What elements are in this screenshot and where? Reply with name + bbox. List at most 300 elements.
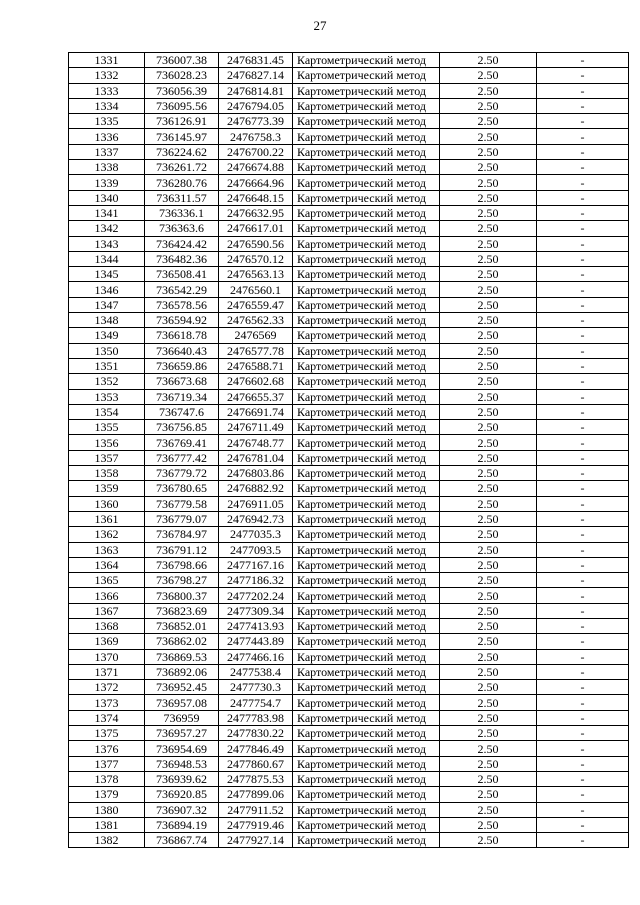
accuracy-cell: 2.50 [440,833,537,848]
point-number-cell: 1341 [69,205,145,220]
x-coordinate-cell: 736145.97 [145,129,219,144]
y-coordinate-cell: 2477413.93 [219,618,293,633]
point-number-cell: 1331 [69,53,145,68]
method-cell: Картометрический метод [293,726,440,741]
accuracy-cell: 2.50 [440,160,537,175]
x-coordinate-cell: 736798.66 [145,557,219,572]
x-coordinate-cell: 736780.65 [145,481,219,496]
x-coordinate-cell: 736779.07 [145,511,219,526]
table-row [69,205,629,220]
x-coordinate-cell: 736594.92 [145,313,219,328]
method-cell: Картометрический метод [293,404,440,419]
x-coordinate-cell: 736311.57 [145,190,219,205]
x-coordinate-cell: 736954.69 [145,741,219,756]
x-coordinate-cell: 736769.41 [145,435,219,450]
description-cell: - [537,420,629,435]
description-cell: - [537,771,629,786]
description-cell: - [537,68,629,83]
accuracy-cell: 2.50 [440,53,537,68]
method-cell: Картометрический метод [293,695,440,710]
point-number-cell: 1359 [69,481,145,496]
y-coordinate-cell: 2476570.12 [219,251,293,266]
point-number-cell: 1365 [69,573,145,588]
point-number-cell: 1343 [69,236,145,251]
x-coordinate-cell: 736719.34 [145,389,219,404]
y-coordinate-cell: 2477911.52 [219,802,293,817]
x-coordinate-cell: 736056.39 [145,83,219,98]
method-cell: Картометрический метод [293,573,440,588]
point-number-cell: 1381 [69,817,145,832]
table-row [69,144,629,159]
description-cell: - [537,787,629,802]
y-coordinate-cell: 2477093.5 [219,542,293,557]
x-coordinate-cell: 736424.42 [145,236,219,251]
table-row [69,374,629,389]
y-coordinate-cell: 2476559.47 [219,297,293,312]
x-coordinate-cell: 736363.6 [145,221,219,236]
point-number-cell: 1378 [69,771,145,786]
x-coordinate-cell: 736823.69 [145,603,219,618]
method-cell: Картометрический метод [293,358,440,373]
point-number-cell: 1382 [69,833,145,848]
description-cell: - [537,542,629,557]
description-cell: - [537,466,629,481]
method-cell: Картометрический метод [293,251,440,266]
method-cell: Картометрический метод [293,771,440,786]
y-coordinate-cell: 2476711.49 [219,420,293,435]
y-coordinate-cell: 2477783.98 [219,710,293,725]
description-cell: - [537,160,629,175]
y-coordinate-cell: 2476664.96 [219,175,293,190]
description-cell: - [537,53,629,68]
method-cell: Картометрический метод [293,817,440,832]
accuracy-cell: 2.50 [440,144,537,159]
accuracy-cell: 2.50 [440,787,537,802]
table-row [69,68,629,83]
point-number-cell: 1361 [69,511,145,526]
table-row [69,833,629,848]
method-cell: Картометрический метод [293,374,440,389]
description-cell: - [537,802,629,817]
method-cell: Картометрический метод [293,420,440,435]
accuracy-cell: 2.50 [440,466,537,481]
x-coordinate-cell: 736784.97 [145,527,219,542]
description-cell: - [537,756,629,771]
table-row [69,771,629,786]
x-coordinate-cell: 736952.45 [145,680,219,695]
description-cell: - [537,527,629,542]
y-coordinate-cell: 2476691.74 [219,404,293,419]
description-cell: - [537,726,629,741]
description-cell: - [537,817,629,832]
y-coordinate-cell: 2476773.39 [219,114,293,129]
y-coordinate-cell: 2476827.14 [219,68,293,83]
method-cell: Картометрический метод [293,527,440,542]
point-number-cell: 1364 [69,557,145,572]
accuracy-cell: 2.50 [440,496,537,511]
description-cell: - [537,450,629,465]
method-cell: Картометрический метод [293,435,440,450]
description-cell: - [537,374,629,389]
y-coordinate-cell: 2476562.33 [219,313,293,328]
y-coordinate-cell: 2477443.89 [219,634,293,649]
point-number-cell: 1352 [69,374,145,389]
description-cell: - [537,404,629,419]
x-coordinate-cell: 736095.56 [145,98,219,113]
point-number-cell: 1380 [69,802,145,817]
table-row [69,680,629,695]
point-number-cell: 1367 [69,603,145,618]
table-row [69,53,629,68]
point-number-cell: 1373 [69,695,145,710]
description-cell: - [537,343,629,358]
y-coordinate-cell: 2477186.32 [219,573,293,588]
method-cell: Картометрический метод [293,450,440,465]
table-row [69,420,629,435]
description-cell: - [537,618,629,633]
table-row [69,450,629,465]
method-cell: Картометрический метод [293,787,440,802]
point-number-cell: 1349 [69,328,145,343]
x-coordinate-cell: 736957.08 [145,695,219,710]
point-number-cell: 1356 [69,435,145,450]
accuracy-cell: 2.50 [440,756,537,771]
accuracy-cell: 2.50 [440,343,537,358]
table-row [69,221,629,236]
table-row [69,267,629,282]
y-coordinate-cell: 2476781.04 [219,450,293,465]
x-coordinate-cell: 736224.62 [145,144,219,159]
y-coordinate-cell: 2476911.05 [219,496,293,511]
accuracy-cell: 2.50 [440,664,537,679]
method-cell: Картометрический метод [293,741,440,756]
accuracy-cell: 2.50 [440,450,537,465]
description-cell: - [537,267,629,282]
description-cell: - [537,297,629,312]
accuracy-cell: 2.50 [440,511,537,526]
description-cell: - [537,680,629,695]
method-cell: Картометрический метод [293,313,440,328]
x-coordinate-cell: 736640.43 [145,343,219,358]
method-cell: Картометрический метод [293,160,440,175]
point-number-cell: 1372 [69,680,145,695]
description-cell: - [537,114,629,129]
description-cell: - [537,190,629,205]
accuracy-cell: 2.50 [440,741,537,756]
table-row [69,542,629,557]
method-cell: Картометрический метод [293,481,440,496]
x-coordinate-cell: 736261.72 [145,160,219,175]
y-coordinate-cell: 2476794.05 [219,98,293,113]
table-row [69,756,629,771]
description-cell: - [537,741,629,756]
description-cell: - [537,175,629,190]
method-cell: Картометрический метод [293,389,440,404]
method-cell: Картометрический метод [293,83,440,98]
accuracy-cell: 2.50 [440,190,537,205]
y-coordinate-cell: 2477919.46 [219,817,293,832]
description-cell: - [537,649,629,664]
accuracy-cell: 2.50 [440,817,537,832]
description-cell: - [537,205,629,220]
table-row [69,603,629,618]
point-number-cell: 1371 [69,664,145,679]
y-coordinate-cell: 2476588.71 [219,358,293,373]
y-coordinate-cell: 2476942.73 [219,511,293,526]
y-coordinate-cell: 2476560.1 [219,282,293,297]
x-coordinate-cell: 736800.37 [145,588,219,603]
y-coordinate-cell: 2476569 [219,328,293,343]
point-number-cell: 1355 [69,420,145,435]
description-cell: - [537,129,629,144]
accuracy-cell: 2.50 [440,358,537,373]
table-row [69,817,629,832]
point-number-cell: 1375 [69,726,145,741]
method-cell: Картометрический метод [293,144,440,159]
accuracy-cell: 2.50 [440,175,537,190]
accuracy-cell: 2.50 [440,573,537,588]
point-number-cell: 1366 [69,588,145,603]
y-coordinate-cell: 2477830.22 [219,726,293,741]
y-coordinate-cell: 2477309.34 [219,603,293,618]
x-coordinate-cell: 736779.72 [145,466,219,481]
method-cell: Картометрический метод [293,98,440,113]
x-coordinate-cell: 736852.01 [145,618,219,633]
table-row [69,664,629,679]
point-number-cell: 1345 [69,267,145,282]
accuracy-cell: 2.50 [440,114,537,129]
y-coordinate-cell: 2476674.88 [219,160,293,175]
point-number-cell: 1342 [69,221,145,236]
table-row [69,98,629,113]
accuracy-cell: 2.50 [440,710,537,725]
x-coordinate-cell: 736791.12 [145,542,219,557]
table-row [69,649,629,664]
table-row [69,634,629,649]
table-row [69,175,629,190]
y-coordinate-cell: 2477754.7 [219,695,293,710]
x-coordinate-cell: 736867.74 [145,833,219,848]
accuracy-cell: 2.50 [440,557,537,572]
method-cell: Картометрический метод [293,267,440,282]
y-coordinate-cell: 2477899.06 [219,787,293,802]
method-cell: Картометрический метод [293,833,440,848]
accuracy-cell: 2.50 [440,282,537,297]
x-coordinate-cell: 736948.53 [145,756,219,771]
accuracy-cell: 2.50 [440,328,537,343]
y-coordinate-cell: 2477167.16 [219,557,293,572]
point-number-cell: 1353 [69,389,145,404]
x-coordinate-cell: 736280.76 [145,175,219,190]
x-coordinate-cell: 736508.41 [145,267,219,282]
method-cell: Картометрический метод [293,511,440,526]
y-coordinate-cell: 2477466.16 [219,649,293,664]
y-coordinate-cell: 2477860.67 [219,756,293,771]
table-row [69,297,629,312]
y-coordinate-cell: 2477875.53 [219,771,293,786]
y-coordinate-cell: 2476882.92 [219,481,293,496]
accuracy-cell: 2.50 [440,251,537,266]
y-coordinate-cell: 2476758.3 [219,129,293,144]
x-coordinate-cell: 736542.29 [145,282,219,297]
point-number-cell: 1333 [69,83,145,98]
accuracy-cell: 2.50 [440,542,537,557]
method-cell: Картометрический метод [293,618,440,633]
y-coordinate-cell: 2476700.22 [219,144,293,159]
description-cell: - [537,221,629,236]
point-number-cell: 1368 [69,618,145,633]
accuracy-cell: 2.50 [440,618,537,633]
accuracy-cell: 2.50 [440,603,537,618]
description-cell: - [537,481,629,496]
point-number-cell: 1336 [69,129,145,144]
description-cell: - [537,573,629,588]
description-cell: - [537,496,629,511]
accuracy-cell: 2.50 [440,313,537,328]
y-coordinate-cell: 2476814.81 [219,83,293,98]
method-cell: Картометрический метод [293,466,440,481]
method-cell: Картометрический метод [293,343,440,358]
accuracy-cell: 2.50 [440,374,537,389]
y-coordinate-cell: 2477730.3 [219,680,293,695]
accuracy-cell: 2.50 [440,221,537,236]
y-coordinate-cell: 2476648.15 [219,190,293,205]
x-coordinate-cell: 736894.19 [145,817,219,832]
description-cell: - [537,282,629,297]
x-coordinate-cell: 736798.27 [145,573,219,588]
point-number-cell: 1348 [69,313,145,328]
method-cell: Картометрический метод [293,129,440,144]
x-coordinate-cell: 736482.36 [145,251,219,266]
x-coordinate-cell: 736747.6 [145,404,219,419]
accuracy-cell: 2.50 [440,802,537,817]
method-cell: Картометрический метод [293,756,440,771]
coordinates-table [68,52,629,848]
table-row [69,190,629,205]
table-row [69,129,629,144]
x-coordinate-cell: 736618.78 [145,328,219,343]
point-number-cell: 1362 [69,527,145,542]
point-number-cell: 1339 [69,175,145,190]
table-row [69,710,629,725]
accuracy-cell: 2.50 [440,389,537,404]
description-cell: - [537,588,629,603]
x-coordinate-cell: 736862.02 [145,634,219,649]
point-number-cell: 1376 [69,741,145,756]
x-coordinate-cell: 736126.91 [145,114,219,129]
accuracy-cell: 2.50 [440,649,537,664]
accuracy-cell: 2.50 [440,588,537,603]
table-row [69,343,629,358]
method-cell: Картометрический метод [293,634,440,649]
table-row [69,618,629,633]
y-coordinate-cell: 2477202.24 [219,588,293,603]
x-coordinate-cell: 736907.32 [145,802,219,817]
point-number-cell: 1363 [69,542,145,557]
y-coordinate-cell: 2476803.86 [219,466,293,481]
method-cell: Картометрический метод [293,680,440,695]
y-coordinate-cell: 2476590.56 [219,236,293,251]
x-coordinate-cell: 736578.56 [145,297,219,312]
description-cell: - [537,83,629,98]
table-row [69,496,629,511]
method-cell: Картометрический метод [293,664,440,679]
table-row [69,328,629,343]
x-coordinate-cell: 736756.85 [145,420,219,435]
y-coordinate-cell: 2477035.3 [219,527,293,542]
method-cell: Картометрический метод [293,190,440,205]
method-cell: Картометрический метод [293,175,440,190]
table-row [69,313,629,328]
description-cell: - [537,251,629,266]
point-number-cell: 1332 [69,68,145,83]
method-cell: Картометрический метод [293,328,440,343]
method-cell: Картометрический метод [293,802,440,817]
x-coordinate-cell: 736659.86 [145,358,219,373]
table-row [69,527,629,542]
point-number-cell: 1360 [69,496,145,511]
method-cell: Картометрический метод [293,649,440,664]
accuracy-cell: 2.50 [440,695,537,710]
description-cell: - [537,603,629,618]
page-number: 27 [313,18,327,33]
point-number-cell: 1374 [69,710,145,725]
x-coordinate-cell: 736920.85 [145,787,219,802]
point-number-cell: 1351 [69,358,145,373]
table-row [69,741,629,756]
table-row [69,511,629,526]
table-row [69,358,629,373]
point-number-cell: 1344 [69,251,145,266]
accuracy-cell: 2.50 [440,634,537,649]
x-coordinate-cell: 736007.38 [145,53,219,68]
table-row [69,481,629,496]
y-coordinate-cell: 2477846.49 [219,741,293,756]
method-cell: Картометрический метод [293,68,440,83]
accuracy-cell: 2.50 [440,771,537,786]
method-cell: Картометрический метод [293,221,440,236]
accuracy-cell: 2.50 [440,680,537,695]
table-row [69,236,629,251]
coordinates-table-body [69,53,629,848]
table-row [69,588,629,603]
table-row [69,573,629,588]
accuracy-cell: 2.50 [440,435,537,450]
point-number-cell: 1377 [69,756,145,771]
description-cell: - [537,144,629,159]
accuracy-cell: 2.50 [440,83,537,98]
x-coordinate-cell: 736673.68 [145,374,219,389]
description-cell: - [537,634,629,649]
method-cell: Картометрический метод [293,710,440,725]
point-number-cell: 1379 [69,787,145,802]
method-cell: Картометрический метод [293,603,440,618]
x-coordinate-cell: 736892.06 [145,664,219,679]
description-cell: - [537,236,629,251]
y-coordinate-cell: 2476602.68 [219,374,293,389]
y-coordinate-cell: 2476632.95 [219,205,293,220]
table-row [69,557,629,572]
method-cell: Картометрический метод [293,496,440,511]
method-cell: Картометрический метод [293,236,440,251]
description-cell: - [537,98,629,113]
description-cell: - [537,664,629,679]
accuracy-cell: 2.50 [440,98,537,113]
table-row [69,695,629,710]
point-number-cell: 1340 [69,190,145,205]
point-number-cell: 1334 [69,98,145,113]
description-cell: - [537,511,629,526]
